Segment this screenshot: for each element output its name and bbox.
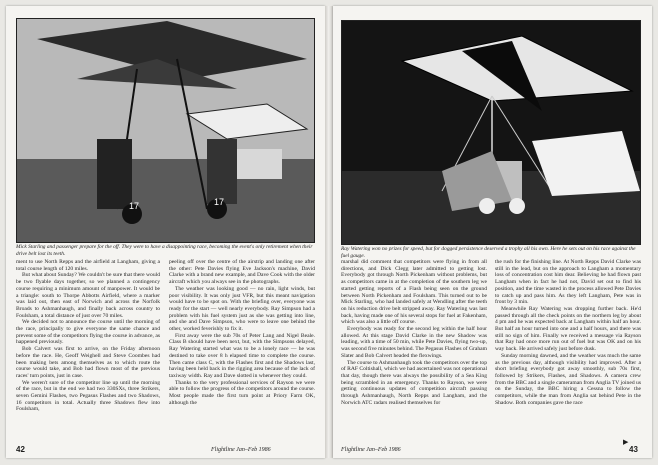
paragraph: The course to Ashmanhaugh took the competitors over the top of RAF Coltishall, which we had ascertained was not operational that day, though there was always the possibility of a Sea King being scrambled in an emergency. Thanks to Rayson, we were getting continuous updates of competition aircraft passing through Ashmanhaugh, North Repps and Langham, and the Norwich ATC radars realised themselves for xyxy=(341,359,487,406)
page-number: 43 xyxy=(629,445,638,454)
paragraph: First away were the sub 70s of Peter Lang and Nigel Beale. Class B should have been next, but, with the Simpsons delayed, Ray Watering started what was to be a lonely race — he was destined to take over 8 h elapsed time to complete the course. Then came class C, with the Flashes first and the Shadows last, having been held back in the rigging area because of the lack of taxiway width. Ray and Dave slotted in whenever they could. xyxy=(169,332,315,379)
paragraph: peeling off over the centre of the airstrip and landing one after the other: Pete Davies flying Eve Jackson's machine, David Clarke with a brand new example, and Dave Cook with the older aircraft which you always see in the photographs. xyxy=(169,259,315,286)
paragraph: marshal did comment that competitors were flying in from all directions, and Dick Clegg later admitted to getting lost. Everybody got through North Pickenham without problems, but as competitors came in at the completion of the southern leg we started getting reports of a Flash being seen on the ground between North Pickenham and Foulsham. This turned out to be Mick Starling, who had landed safely at Wendling after the teeth on his reduction drive belt stripped away. Ray Watering was last back, having made one of his several stops for fuel at Fakenham, which was also a little off course. xyxy=(341,259,487,326)
photo-caption: Mick Starling and passenger prepare for the off. They were to have a disappointing race, becoming the event's only retirement when their drive belt lost its teeth. xyxy=(16,244,313,257)
paragraph: Thanks to the very professional services of Rayson we were able to follow the progress of the competitors around the course. Most people made the first turn point at Priory Farm OK, although the xyxy=(169,379,315,406)
paragraph: We decided not to announce the course until the morning of the race, principally to give everyone the same chance and prevent some of the competitors flying the course in advance, as happened previously. xyxy=(16,319,160,346)
text-column xyxy=(341,259,487,444)
paragraph: ment to use North Repps and the airfield at Langham, giving a total course length of 120 miles. xyxy=(16,259,160,272)
right-page xyxy=(333,6,652,458)
paragraph: Meanwhile Ray Watering was dropping further back. He'd passed through all the check points on the northern leg by about 4 pm and he was expected back at Langham within half an hour. But half an hour turned into one and a half hours, and there was still no sign of him. Finally we received a message via Rayson that Ray had once more run out of fuel but was OK and on his way back. He arrived safely just before dusk. xyxy=(495,305,641,353)
aircraft-number-label: 17 xyxy=(214,197,225,207)
text-column xyxy=(169,259,315,444)
paragraph: Bob Calvert was first to arrive, on the Friday afternoon before the race. He, Geoff Weighell and Steve Coombes had been making bets among themselves as to which route the course would take, and Bob had flown most of the previous races' turn points, just in case. xyxy=(16,346,160,379)
photo-ray-watering-flight xyxy=(341,20,641,245)
paragraph: The weather was looking good — no rain, light winds, but poor visibility. It was only just VFR, but this meant navigation would have to be spot on. With the briefing over, everyone was ready for the start — well nearly everybody. Ray Simpson had a problem with his fuel system just as she was getting into line, and she and Dave Simpson, who were to leave one behind the other, worked feverishly to fix it. xyxy=(169,285,315,333)
page-number: 42 xyxy=(16,445,25,454)
paragraph: Everybody was ready for the second leg within the half hour allowed. At this stage David Clarke in the new Shadow was leading, with a time of 50 min, while Pete Davies, flying two-up, was second five minutes behind. The Pegasus Flashes of Graham Slater and Bob Calvert headed the flexwings. xyxy=(341,326,487,359)
page-footer: Flightline Jan–Feb 1986 xyxy=(211,447,271,453)
photo-caption: Ray Watering won no prizes for speed, but for dogged persistence deserved a trophy all his own. Here he sets out on his race against the fuel gauge. xyxy=(341,246,636,259)
text-column xyxy=(495,259,641,444)
aircraft-number-label: 17 xyxy=(129,201,140,211)
paragraph: Sunday morning dawned, and the weather was much the same as the previous day, although visibility had improved. After a short briefing everybody got away smoothly, sub 70s first, followed by Strikers, Flashes, and Shadows. A camera crew from the BBC and a single cameraman from Anglia TV joined us on the Sunday, the BBC hiring a Cessna to follow the competitors, while the man from Anglia sat behind Pete in the Shadow. Both companies gave the race xyxy=(495,352,641,406)
page-footer: Flightline Jan–Feb 1986 xyxy=(341,447,401,453)
book-gutter xyxy=(325,6,333,458)
text-column xyxy=(16,259,160,444)
paragraph: But what about Sunday? We couldn't be sure that there would be two flyable days together, so we planned a contingency course requiring a minimum amount of manpower. It would be a triangle: south to Thorpe Abbotts Airfield, where a marker was laid out, then east of Norwich and across the Norfolk Broads to Ashmanhaugh, and finally back across country to Foulsham, a total distance of just over 70 miles. xyxy=(16,272,160,319)
left-page xyxy=(6,6,325,458)
paragraph: the rush for the finishing line. At North Repps David Clarke was still in the lead, but on the approach to Langham a momentary loss of concentration cost him dear. Believing he had flown past Langham when in fact he had not, David set out to find his position, and the time wasted in the process allowed Pete Davies to catch up and pass him. As they left Langham, Pete was in front by 3 min. xyxy=(495,259,641,306)
continue-arrow-icon: ▶ xyxy=(623,438,629,446)
photo-microlight-preparation xyxy=(16,18,315,243)
paragraph: We weren't sure of the competitor line up until the morning of the race, but in the end we had two 330SXs, three Strikers, seven Gemini Flashes, two Pegasus Flashes and two Shadows, 16 competitors in total. Actually three Shadows flew into Foulsham, xyxy=(16,379,160,413)
